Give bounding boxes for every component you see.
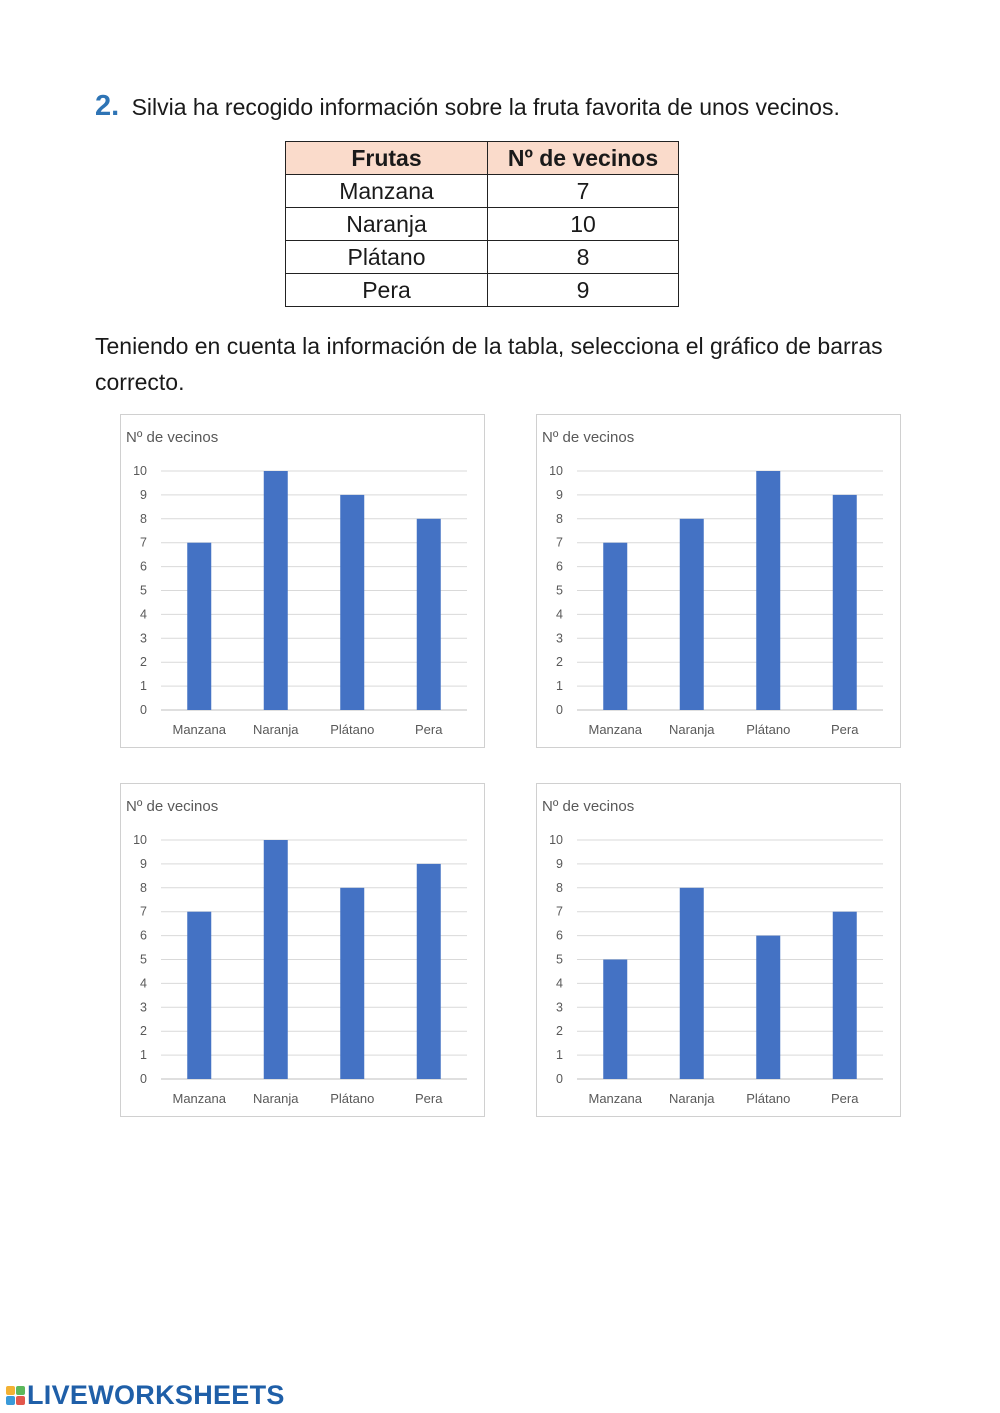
bar xyxy=(680,519,704,710)
y-tick-label: 8 xyxy=(140,511,147,526)
y-tick-label: 4 xyxy=(140,976,147,991)
chart-title: Nº de vecinos xyxy=(126,429,219,446)
y-tick-label: 5 xyxy=(556,583,563,598)
bar xyxy=(264,840,288,1079)
table-cell-fruit: Plátano xyxy=(286,241,488,274)
chart-option-b[interactable] xyxy=(536,414,901,748)
x-tick-label: Naranja xyxy=(252,1091,299,1106)
y-tick-label: 6 xyxy=(140,928,147,943)
y-tick-label: 1 xyxy=(556,679,563,694)
y-tick-label: 10 xyxy=(133,833,147,847)
y-tick-label: 3 xyxy=(556,1000,563,1015)
y-tick-label: 8 xyxy=(556,880,563,895)
question-number: 2. xyxy=(95,90,120,122)
bar xyxy=(756,936,780,1079)
y-tick-label: 6 xyxy=(140,559,147,574)
bar xyxy=(680,888,704,1079)
x-tick-label: Naranja xyxy=(252,722,299,737)
table-cell-fruit: Pera xyxy=(286,274,488,307)
y-tick-label: 9 xyxy=(140,487,147,502)
x-tick-label: Pera xyxy=(415,1091,443,1106)
bar xyxy=(417,864,441,1079)
x-tick-label: Manzana xyxy=(172,722,226,737)
y-tick-label: 9 xyxy=(140,856,147,871)
y-tick-label: 2 xyxy=(140,1024,147,1039)
bar xyxy=(264,471,288,710)
table-cell-fruit: Naranja xyxy=(286,208,488,241)
x-tick-label: Manzana xyxy=(588,1091,642,1106)
bar xyxy=(833,495,857,710)
y-tick-label: 9 xyxy=(556,856,563,871)
y-tick-label: 5 xyxy=(140,583,147,598)
bar-chart xyxy=(537,415,902,749)
fruit-table xyxy=(285,141,679,307)
table-row xyxy=(286,241,679,274)
y-tick-label: 4 xyxy=(556,607,563,622)
chart-option-d[interactable] xyxy=(536,783,901,1117)
table-row xyxy=(286,208,679,241)
table-cell-fruit: Manzana xyxy=(286,175,488,208)
instruction-text: Teniendo en cuenta la información de la tabla, selecciona el gráfico de barras correcto. xyxy=(95,333,883,395)
footer-logo[interactable] xyxy=(6,1378,285,1412)
y-tick-label: 2 xyxy=(556,1024,563,1039)
y-tick-label: 3 xyxy=(556,631,563,646)
logo-square xyxy=(16,1386,25,1395)
y-tick-label: 10 xyxy=(549,464,563,478)
y-tick-label: 4 xyxy=(140,607,147,622)
question-text: Silvia ha recogido información sobre la fruta favorita de unos vecinos. xyxy=(131,94,840,120)
chart-title: Nº de vecinos xyxy=(542,429,635,446)
table-header-row xyxy=(286,142,679,175)
x-tick-label: Pera xyxy=(415,722,443,737)
y-tick-label: 1 xyxy=(556,1048,563,1063)
bar-chart xyxy=(121,415,486,749)
x-tick-label: Naranja xyxy=(668,722,715,737)
bar xyxy=(417,519,441,710)
x-tick-label: Pera xyxy=(831,1091,859,1106)
bar xyxy=(756,471,780,710)
bar xyxy=(340,888,364,1079)
x-tick-label: Plátano xyxy=(330,722,375,737)
y-tick-label: 8 xyxy=(556,511,563,526)
question xyxy=(95,86,975,127)
x-tick-label: Manzana xyxy=(588,722,642,737)
chart-title: Nº de vecinos xyxy=(542,798,635,815)
y-tick-label: 3 xyxy=(140,631,147,646)
bar xyxy=(340,495,364,710)
table-header-fruits: Frutas xyxy=(286,142,488,175)
bar xyxy=(187,912,211,1079)
y-tick-label: 1 xyxy=(140,679,147,694)
y-tick-label: 10 xyxy=(549,833,563,847)
logo-square xyxy=(16,1396,25,1405)
y-tick-label: 1 xyxy=(140,1048,147,1063)
y-tick-label: 0 xyxy=(556,703,563,717)
bar-chart xyxy=(121,784,486,1118)
table-row xyxy=(286,274,679,307)
bar xyxy=(187,543,211,710)
x-tick-label: Plátano xyxy=(746,1091,791,1106)
table-row xyxy=(286,175,679,208)
table-header-neighbors: Nº de vecinos xyxy=(488,142,679,175)
bar xyxy=(603,960,627,1080)
x-tick-label: Plátano xyxy=(746,722,791,737)
logo-icon xyxy=(6,1386,25,1405)
logo-text: LIVEWORKSHEETS xyxy=(27,1379,285,1410)
x-tick-label: Pera xyxy=(831,722,859,737)
x-tick-label: Naranja xyxy=(668,1091,715,1106)
chart-option-a[interactable] xyxy=(120,414,485,748)
bar-chart xyxy=(537,784,902,1118)
y-tick-label: 7 xyxy=(556,535,563,550)
x-tick-label: Plátano xyxy=(330,1091,375,1106)
y-tick-label: 7 xyxy=(556,904,563,919)
table-cell-count: 8 xyxy=(488,241,679,274)
y-tick-label: 3 xyxy=(140,1000,147,1015)
table-cell-count: 7 xyxy=(488,175,679,208)
y-tick-label: 6 xyxy=(556,559,563,574)
y-tick-label: 6 xyxy=(556,928,563,943)
y-tick-label: 8 xyxy=(140,880,147,895)
y-tick-label: 2 xyxy=(556,655,563,670)
bar xyxy=(833,912,857,1079)
chart-option-c[interactable] xyxy=(120,783,485,1117)
y-tick-label: 9 xyxy=(556,487,563,502)
y-tick-label: 7 xyxy=(140,904,147,919)
y-tick-label: 10 xyxy=(133,464,147,478)
y-tick-label: 0 xyxy=(556,1072,563,1086)
y-tick-label: 7 xyxy=(140,535,147,550)
y-tick-label: 5 xyxy=(140,952,147,967)
y-tick-label: 4 xyxy=(556,976,563,991)
y-tick-label: 2 xyxy=(140,655,147,670)
bar xyxy=(603,543,627,710)
logo-square xyxy=(6,1386,15,1395)
table-cell-count: 9 xyxy=(488,274,679,307)
table-cell-count: 10 xyxy=(488,208,679,241)
x-tick-label: Manzana xyxy=(172,1091,226,1106)
y-tick-label: 0 xyxy=(140,1072,147,1086)
y-tick-label: 0 xyxy=(140,703,147,717)
y-tick-label: 5 xyxy=(556,952,563,967)
logo-square xyxy=(6,1396,15,1405)
chart-title: Nº de vecinos xyxy=(126,798,219,815)
